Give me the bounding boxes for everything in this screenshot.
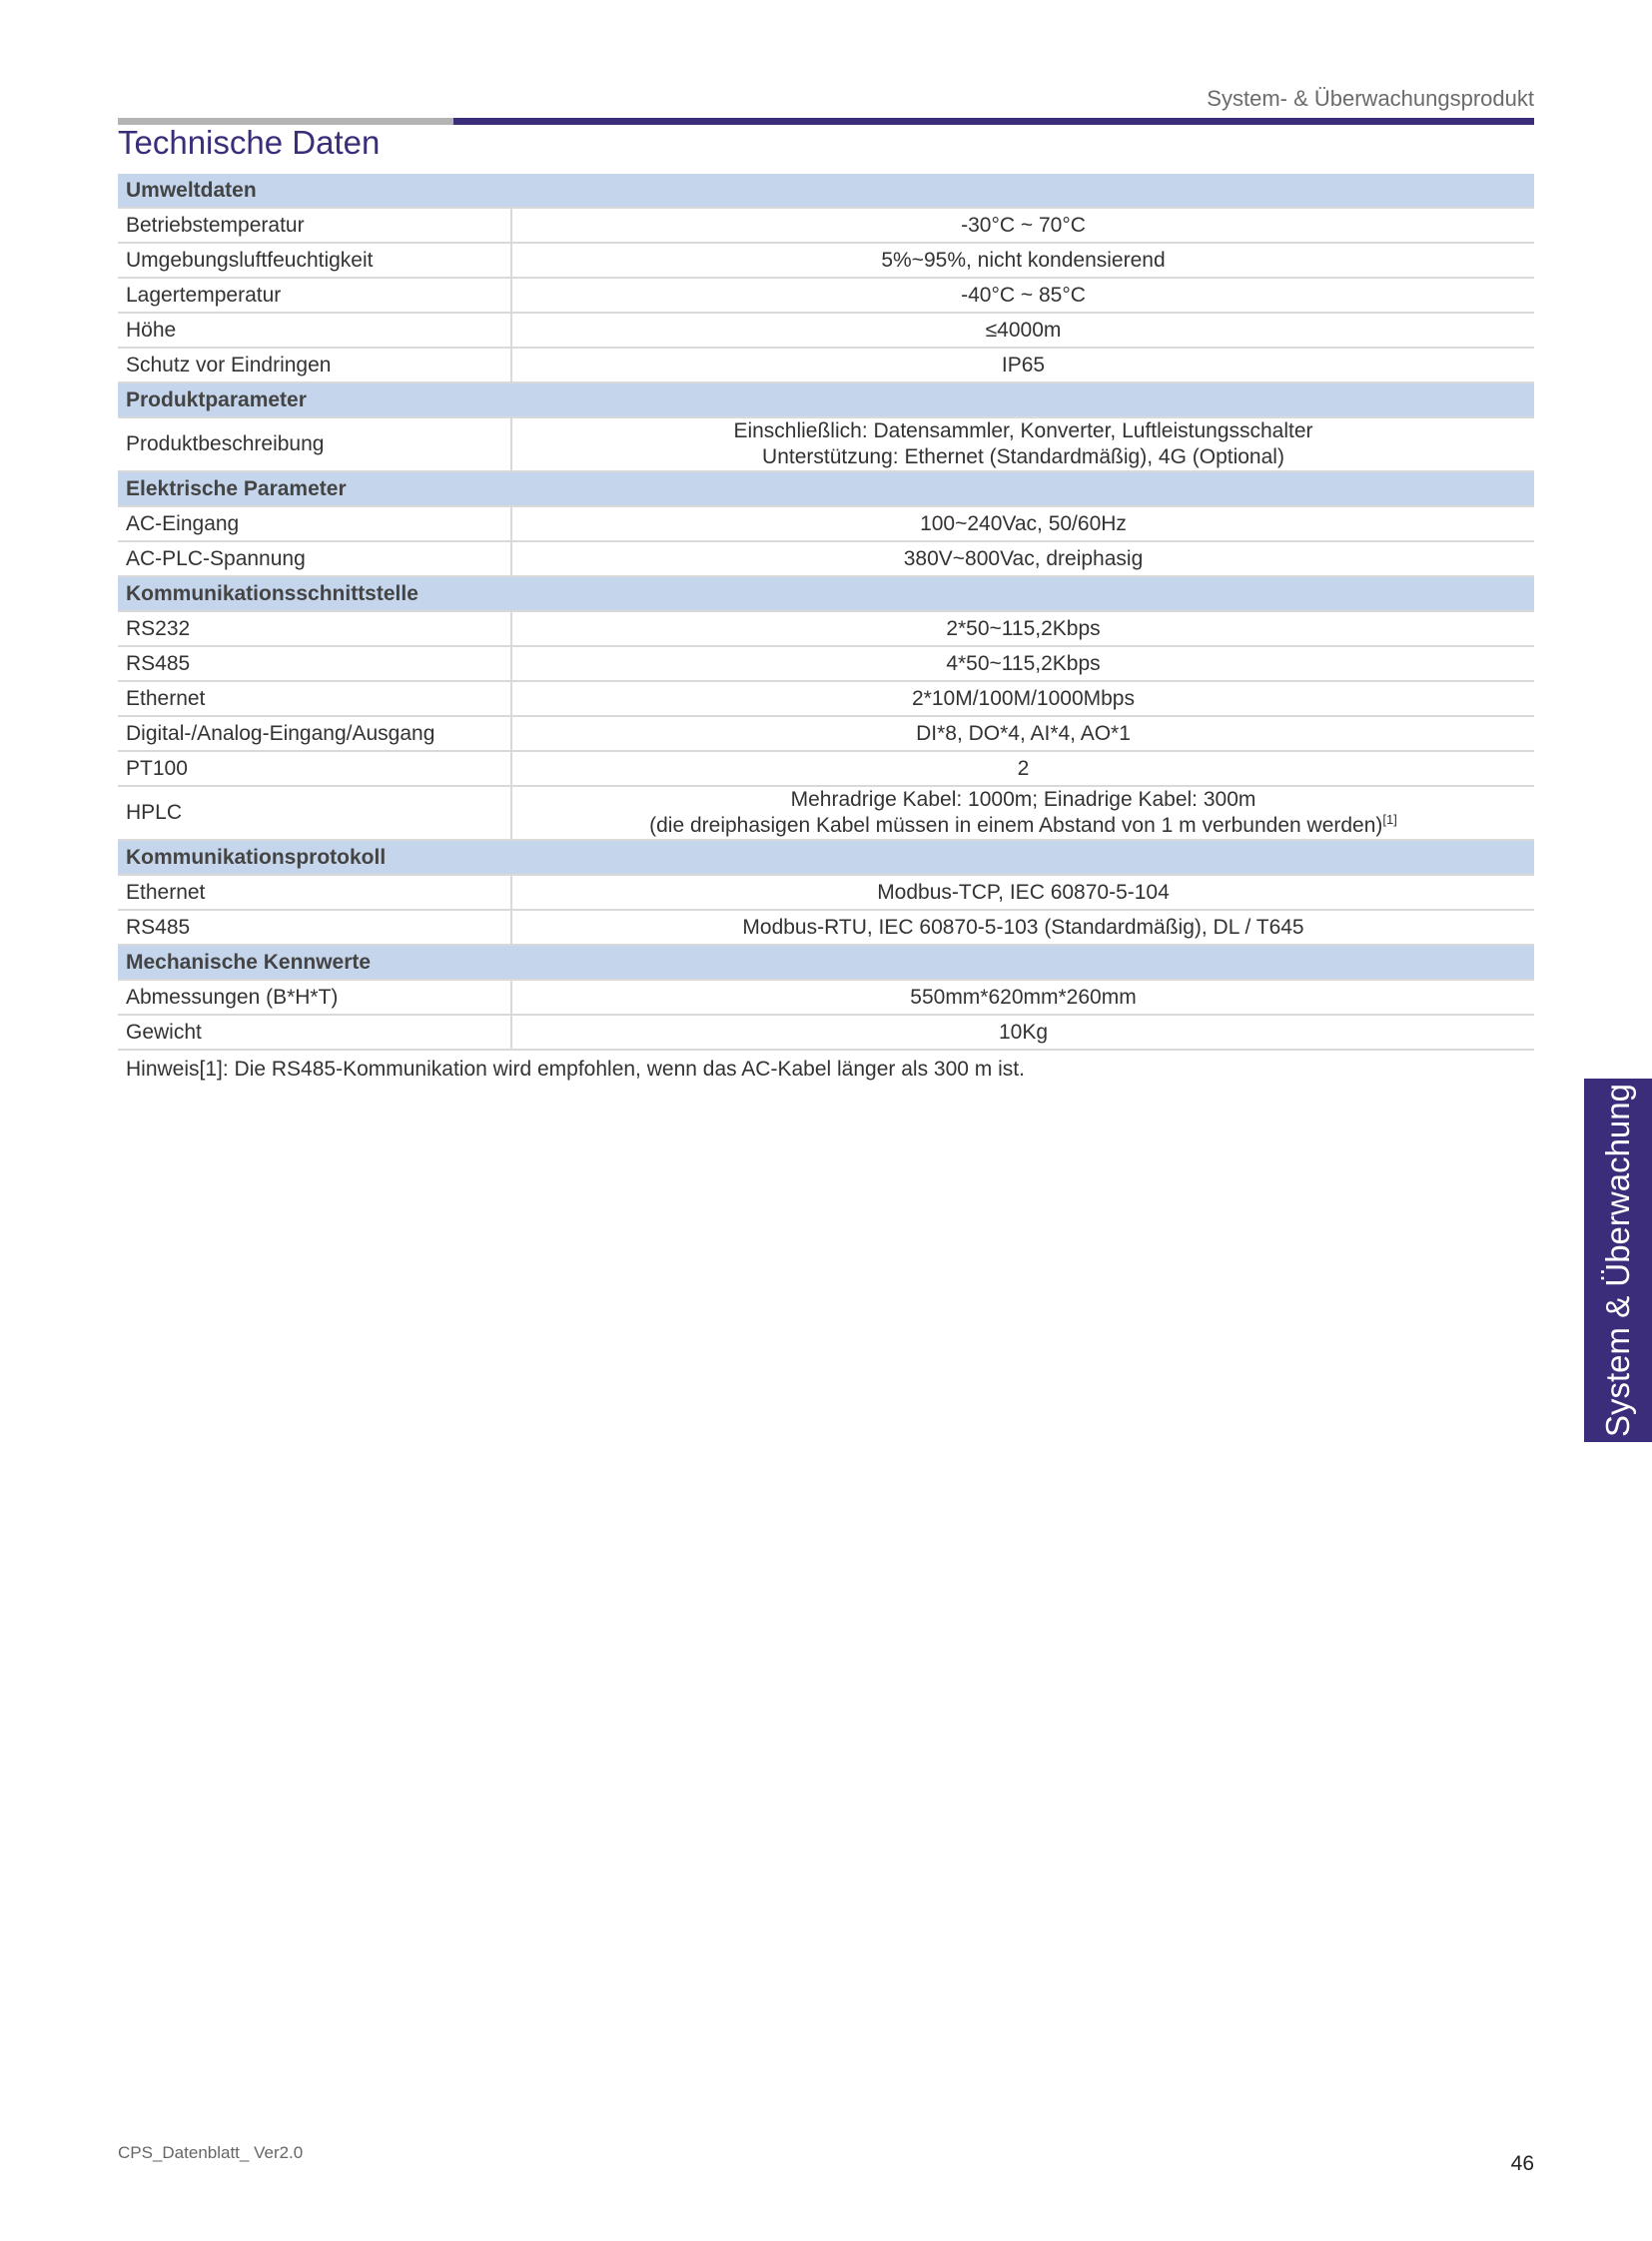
row-label: Digital-/Analog-Eingang/Ausgang [118,716,511,751]
table-row [118,646,1534,681]
section-header [118,174,1534,208]
row-label: PT100 [118,751,511,786]
table-row [118,611,1534,646]
section-title-elektrisch: Elektrische Parameter [118,471,1534,506]
row-value-text: (die dreiphasigen Kabel müssen in einem Abstand von 1 m verbunden werden) [649,814,1383,837]
row-value: 100~240Vac, 50/60Hz [511,506,1534,541]
section-header [118,945,1534,980]
row-label: Gewicht [118,1015,511,1050]
row-label: RS232 [118,611,511,646]
spec-table [118,174,1534,1051]
row-value: 2 [511,751,1534,786]
row-value-line: Einschließlich: Datensammler, Konverter, Luftleistungsschalter [733,419,1313,442]
header-rule-purple [453,118,1534,125]
table-row [118,751,1534,786]
footer-doc-id: CPS_Datenblatt_ Ver2.0 [118,2143,304,2162]
header-category: System- & Überwachungsprodukt [1207,86,1534,111]
row-value: 5%~95%, nicht kondensierend [511,243,1534,278]
table-row [118,541,1534,576]
row-label: RS485 [118,646,511,681]
section-header [118,382,1534,417]
side-tab [1584,1079,1652,1442]
row-value-line: Unterstützung: Ethernet (Standardmäßig), 4G (Optional) [762,445,1284,468]
row-value [511,417,1534,471]
row-value: 380V~800Vac, dreiphasig [511,541,1534,576]
side-tab-label: System & Überwachung [1599,1084,1636,1437]
row-label: RS485 [118,910,511,945]
table-row [118,506,1534,541]
row-value-line: Mehradrige Kabel: 1000m; Einadrige Kabel: 300m [790,788,1256,811]
row-value: 4*50~115,2Kbps [511,646,1534,681]
section-header [118,471,1534,506]
row-label: AC-Eingang [118,506,511,541]
row-label: Ethernet [118,875,511,910]
footnote: Hinweis[1]: Die RS485-Kommunikation wird empfohlen, wenn das AC-Kabel länger als 300 m ist. [126,1058,1025,1081]
row-value: -40°C ~ 85°C [511,278,1534,313]
row-label: Umgebungsluftfeuchtigkeit [118,243,511,278]
row-value: -30°C ~ 70°C [511,208,1534,243]
row-label: Betriebstemperatur [118,208,511,243]
row-value: 550mm*620mm*260mm [511,980,1534,1015]
table-row [118,417,1534,471]
table-row [118,875,1534,910]
page-title: Technische Daten [118,124,381,161]
row-label: Lagertemperatur [118,278,511,313]
row-label: Schutz vor Eindringen [118,348,511,382]
section-header [118,576,1534,611]
row-value: DI*8, DO*4, AI*4, AO*1 [511,716,1534,751]
row-label: Abmessungen (B*H*T) [118,980,511,1015]
table-row [118,313,1534,348]
table-row [118,910,1534,945]
row-value: 2*50~115,2Kbps [511,611,1534,646]
section-title-produkt: Produktparameter [118,382,1534,417]
row-label: Ethernet [118,681,511,716]
row-value: IP65 [511,348,1534,382]
row-label: AC-PLC-Spannung [118,541,511,576]
table-row [118,278,1534,313]
section-title-schnittstelle: Kommunikationsschnittstelle [118,576,1534,611]
table-row [118,980,1534,1015]
row-value: Modbus-RTU, IEC 60870-5-103 (Standardmäßig), DL / T645 [511,910,1534,945]
table-row [118,716,1534,751]
table-row [118,243,1534,278]
footnote-ref: [1] [1382,812,1397,827]
table-row [118,348,1534,382]
section-header [118,840,1534,875]
row-value: 2*10M/100M/1000Mbps [511,681,1534,716]
row-label: HPLC [118,786,511,840]
table-row [118,786,1534,840]
row-label: Produktbeschreibung [118,417,511,471]
row-value: 10Kg [511,1015,1534,1050]
page-number: 46 [1510,2152,1534,2175]
section-title-mechanisch: Mechanische Kennwerte [118,945,1534,980]
table-row [118,681,1534,716]
section-title-protokoll: Kommunikationsprotokoll [118,840,1534,875]
row-label: Höhe [118,313,511,348]
row-value [511,786,1534,840]
row-value-line [520,813,1526,839]
table-row [118,208,1534,243]
table-row [118,1015,1534,1050]
row-value: Modbus-TCP, IEC 60870-5-104 [511,875,1534,910]
section-title-umwelt: Umweltdaten [118,174,1534,208]
row-value: ≤4000m [511,313,1534,348]
